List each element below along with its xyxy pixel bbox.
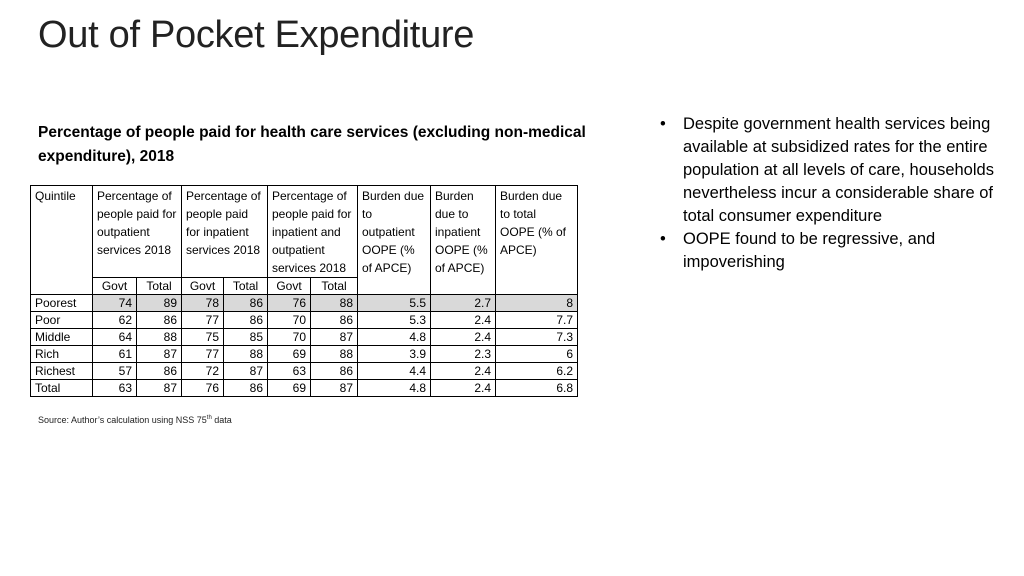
slide-title: Out of Pocket Expenditure xyxy=(38,14,475,56)
cell: 6.8 xyxy=(496,380,578,397)
subheader-total: Total xyxy=(224,278,268,295)
cell: 2.4 xyxy=(431,312,496,329)
source-suffix: data xyxy=(211,415,232,425)
table-row xyxy=(31,363,578,380)
header-burden-outpatient: Burden due to outpatient OOPE (% of APCE) xyxy=(358,186,431,295)
cell: 63 xyxy=(268,363,311,380)
subheader-total: Total xyxy=(137,278,182,295)
cell: 88 xyxy=(311,346,358,363)
cell: 72 xyxy=(182,363,224,380)
cell: 78 xyxy=(182,295,224,312)
cell: 86 xyxy=(224,312,268,329)
header-burden-total: Burden due to total OOPE (% of APCE) xyxy=(496,186,578,295)
source-text: Source: Author’s calculation using NSS 75 xyxy=(38,415,207,425)
bullet-dot-icon: • xyxy=(660,230,666,248)
bullet-item xyxy=(660,228,1000,274)
table-subtitle: Percentage of people paid for health care services (excluding non-medical expenditure), 2018 xyxy=(38,124,586,165)
bullet-dot-icon: • xyxy=(660,115,666,133)
row-label: Richest xyxy=(31,363,93,380)
expenditure-table xyxy=(30,185,578,397)
cell: 86 xyxy=(311,363,358,380)
cell: 76 xyxy=(268,295,311,312)
cell: 4.8 xyxy=(358,380,431,397)
subheader-govt: Govt xyxy=(182,278,224,295)
cell: 87 xyxy=(137,346,182,363)
table-row xyxy=(31,295,578,312)
header-inpatient-outpatient: Percentage of people paid for inpatient and outpatient services 2018 xyxy=(268,186,358,278)
cell: 87 xyxy=(311,329,358,346)
cell: 86 xyxy=(137,312,182,329)
cell: 88 xyxy=(137,329,182,346)
cell: 86 xyxy=(224,295,268,312)
cell: 2.4 xyxy=(431,363,496,380)
cell: 87 xyxy=(224,363,268,380)
cell: 6 xyxy=(496,346,578,363)
cell: 5.5 xyxy=(358,295,431,312)
row-label: Poor xyxy=(31,312,93,329)
cell: 2.4 xyxy=(431,329,496,346)
table-row xyxy=(31,380,578,397)
cell: 3.9 xyxy=(358,346,431,363)
table-row xyxy=(31,329,578,346)
cell: 69 xyxy=(268,346,311,363)
cell: 61 xyxy=(93,346,137,363)
cell: 89 xyxy=(137,295,182,312)
row-label: Total xyxy=(31,380,93,397)
source-superscript: th xyxy=(206,415,212,421)
cell: 4.4 xyxy=(358,363,431,380)
cell: 87 xyxy=(311,380,358,397)
header-quintile: Quintile xyxy=(31,186,93,295)
bullet-text: Despite government health services being available at subsidized rates for the entire population at all levels of care, households nevertheless incur a considerable share of total consumer expenditure xyxy=(683,115,994,225)
cell: 6.2 xyxy=(496,363,578,380)
cell: 63 xyxy=(93,380,137,397)
cell: 69 xyxy=(268,380,311,397)
subheader-govt: Govt xyxy=(268,278,311,295)
cell: 64 xyxy=(93,329,137,346)
row-label: Rich xyxy=(31,346,93,363)
cell: 86 xyxy=(137,363,182,380)
cell: 85 xyxy=(224,329,268,346)
table-row xyxy=(31,312,578,329)
cell: 7.3 xyxy=(496,329,578,346)
cell: 74 xyxy=(93,295,137,312)
cell: 75 xyxy=(182,329,224,346)
cell: 8 xyxy=(496,295,578,312)
cell: 57 xyxy=(93,363,137,380)
cell: 2.7 xyxy=(431,295,496,312)
subheader-govt: Govt xyxy=(93,278,137,295)
row-label: Middle xyxy=(31,329,93,346)
row-label: Poorest xyxy=(31,295,93,312)
cell: 4.8 xyxy=(358,329,431,346)
table-row xyxy=(31,346,578,363)
bullet-text: OOPE found to be regressive, and impoverishing xyxy=(683,230,936,271)
cell: 2.3 xyxy=(431,346,496,363)
cell: 86 xyxy=(224,380,268,397)
header-outpatient: Percentage of people paid for outpatient services 2018 xyxy=(93,186,182,278)
cell: 76 xyxy=(182,380,224,397)
subheader-total: Total xyxy=(311,278,358,295)
header-inpatient: Percentage of people paid for inpatient services 2018 xyxy=(182,186,268,278)
cell: 88 xyxy=(224,346,268,363)
bullet-list xyxy=(660,113,1000,274)
cell: 5.3 xyxy=(358,312,431,329)
source-note xyxy=(38,415,232,425)
cell: 88 xyxy=(311,295,358,312)
cell: 70 xyxy=(268,329,311,346)
cell: 86 xyxy=(311,312,358,329)
bullet-item xyxy=(660,113,1000,228)
cell: 87 xyxy=(137,380,182,397)
cell: 77 xyxy=(182,312,224,329)
cell: 7.7 xyxy=(496,312,578,329)
header-burden-inpatient: Burden due to inpatient OOPE (% of APCE) xyxy=(431,186,496,295)
cell: 2.4 xyxy=(431,380,496,397)
cell: 70 xyxy=(268,312,311,329)
cell: 62 xyxy=(93,312,137,329)
cell: 77 xyxy=(182,346,224,363)
